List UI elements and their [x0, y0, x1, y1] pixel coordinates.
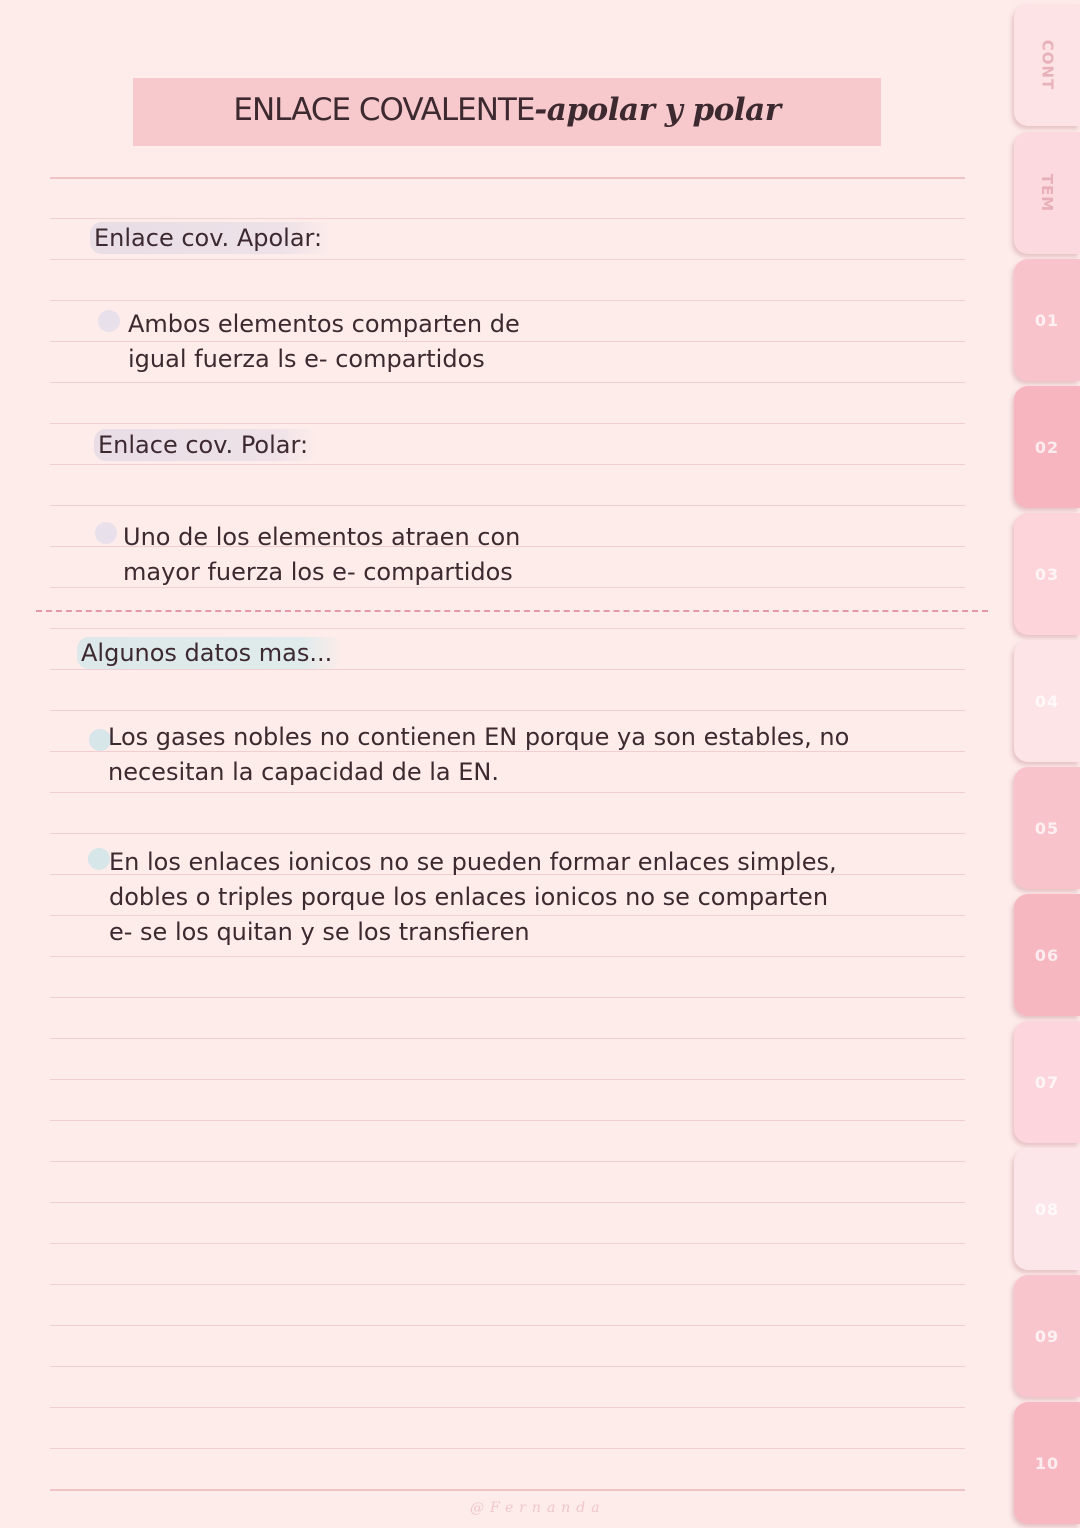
ruled-line: [50, 423, 965, 424]
tab-08[interactable]: [1014, 1148, 1080, 1270]
tab-label: 01: [1034, 310, 1060, 330]
ruled-line: [50, 997, 965, 998]
ruled-line: [50, 792, 965, 793]
bullet-apolar: Ambos elementos comparten de igual fuerza ls e- compartidos: [128, 310, 520, 373]
ruled-line: [50, 1120, 965, 1121]
bullet-polar: Uno de los elementos atraen con mayor fuerza los e- compartidos: [123, 523, 521, 586]
ruled-line: [50, 710, 965, 711]
ruled-line: [50, 628, 965, 629]
bullet-dot-icon: [98, 310, 120, 332]
bullet-enlaces-ionicos: En los enlaces ionicos no se pueden formar enlaces simples, dobles o triples porque los enlaces ionicos no se comparten e- se los quitan y se los transfieren: [109, 848, 837, 946]
heading-polar: Enlace cov. Polar:: [94, 429, 318, 461]
tab-04[interactable]: [1014, 640, 1080, 762]
ruled-line: [50, 833, 965, 834]
ruled-line: [50, 1161, 965, 1162]
tab-10[interactable]: [1014, 1402, 1080, 1524]
page-title: [133, 92, 881, 128]
tab-label: 04: [1034, 691, 1060, 711]
ruled-line: [50, 300, 965, 301]
ruled-line: [50, 464, 965, 465]
ruled-line: [50, 1325, 965, 1326]
ruled-line: [50, 177, 965, 179]
ruled-line: [50, 1079, 965, 1080]
ruled-line: [50, 669, 965, 670]
bullet-gases-nobles: Los gases nobles no contienen EN porque ya son estables, no necesitan la capacidad de la EN.: [108, 723, 850, 786]
title-banner: [133, 78, 881, 146]
tab-label: 07: [1034, 1072, 1060, 1092]
tab-cont[interactable]: [1014, 4, 1080, 126]
tab-06[interactable]: [1014, 894, 1080, 1016]
tab-03[interactable]: [1014, 513, 1080, 635]
tab-label: 06: [1034, 945, 1060, 965]
ruled-line: [50, 1489, 965, 1491]
ruled-line: [50, 505, 965, 506]
ruled-line: [50, 1448, 965, 1449]
dashed-divider: [36, 610, 988, 612]
ruled-line: [50, 1243, 965, 1244]
tab-01[interactable]: [1014, 259, 1080, 381]
tab-label: 03: [1034, 564, 1060, 584]
tab-label: 05: [1034, 818, 1060, 838]
tab-tem[interactable]: [1014, 132, 1080, 254]
tab-label: CONT: [1037, 39, 1056, 91]
tab-label: 09: [1034, 1326, 1060, 1346]
tab-09[interactable]: [1014, 1275, 1080, 1397]
ruled-line: [50, 956, 965, 957]
tab-02[interactable]: [1014, 386, 1080, 508]
ruled-line: [50, 382, 965, 383]
tab-label: 10: [1034, 1453, 1060, 1473]
ruled-line: [50, 1366, 965, 1367]
tab-07[interactable]: [1014, 1021, 1080, 1143]
tab-label: 02: [1034, 437, 1060, 457]
tab-label: TEM: [1038, 173, 1056, 213]
ruled-line: [50, 1284, 965, 1285]
bullet-dot-icon: [95, 522, 117, 544]
ruled-line: [50, 259, 965, 260]
title-main: ENLACE COVALENTE: [233, 92, 535, 128]
heading-apolar: Enlace cov. Apolar:: [90, 222, 332, 254]
heading-datos: Algunos datos mas...: [77, 637, 342, 669]
ruled-line: [50, 218, 965, 219]
tab-label: 08: [1034, 1199, 1060, 1219]
ruled-line: [50, 1038, 965, 1039]
watermark: @Fernanda: [470, 1500, 606, 1516]
ruled-line: [50, 1407, 965, 1408]
tab-05[interactable]: [1014, 767, 1080, 889]
ruled-line: [50, 1202, 965, 1203]
bullet-dot-icon: [88, 848, 110, 870]
title-subtitle: -apolar y polar: [534, 92, 781, 128]
